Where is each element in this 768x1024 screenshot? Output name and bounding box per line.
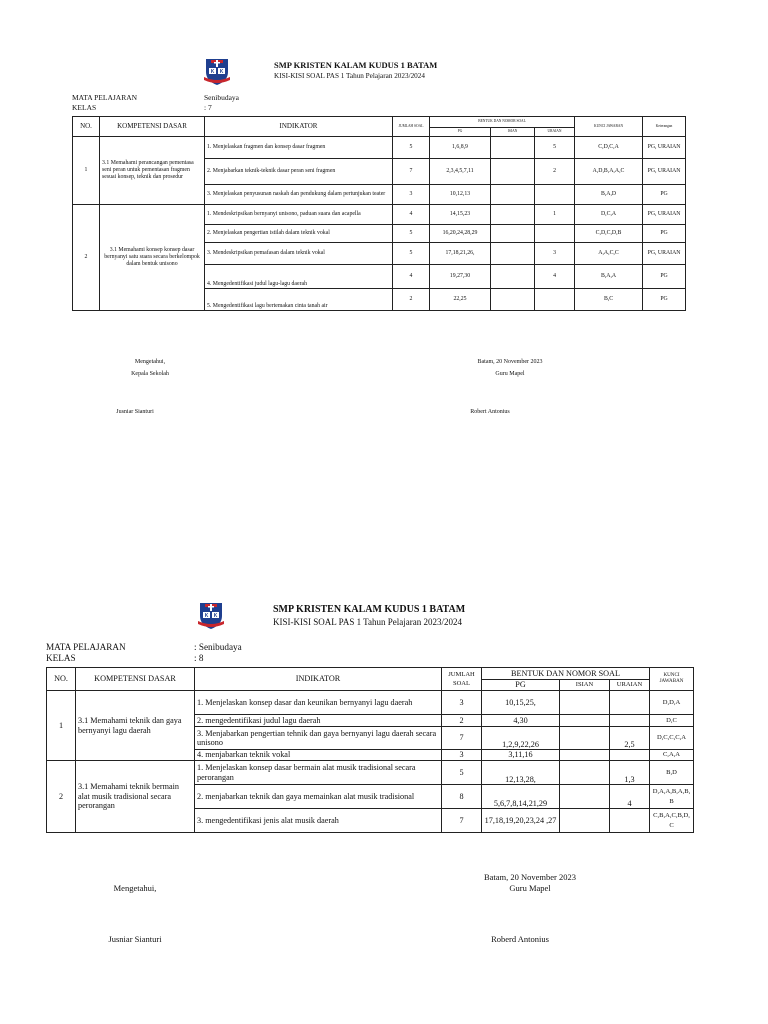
cell-uraian: 2 [535, 159, 575, 185]
cell-kunci: C,D,C,A [575, 137, 643, 159]
cell-jumlah: 2 [393, 289, 430, 311]
cell-kompetensi: 3.1 Memahami teknik bermain alat musik tradisional secara perorangan [76, 761, 195, 833]
header-no: NO. [47, 668, 76, 691]
cell-pg: 17,18,19,20,23,24 ,27 [482, 809, 560, 833]
cell-kunci: B,D [650, 761, 694, 785]
cell-indikator: 3. mengedentifikasi jenis alat musik daerah [195, 809, 442, 833]
cell-jumlah: 5 [393, 243, 430, 265]
cell-indikator: 4. Mengedentifikasi judul lagu-lagu daerah [205, 265, 393, 289]
meta-key: KELAS [46, 653, 76, 663]
meta-value: : 8 [194, 653, 204, 663]
signature-right-name: Robert Antonius [470, 409, 510, 415]
cell-isian [560, 715, 610, 727]
header-keterangan: Keterangan [643, 117, 686, 137]
cell-kunci: D,D,A [650, 691, 694, 715]
cell-uraian: 1 [535, 205, 575, 225]
cell-isian [491, 159, 535, 185]
header-kompetensi: KOMPETENSI DASAR [76, 668, 195, 691]
cell-jumlah: 2 [442, 715, 482, 727]
cell-pg: 17,18,21,26, [430, 243, 491, 265]
cell-jumlah: 8 [442, 785, 482, 809]
cell-keterangan: PG, URAIAN [643, 159, 686, 185]
header-kunci: KUNCI JAWABAN [575, 117, 643, 137]
header-jumlah-soal: JUMLAH SOAL [442, 668, 482, 691]
cell-kunci: D,C,C,C,A [650, 727, 694, 750]
header-bentuk-soal: BENTUK DAN NOMOR SOAL [430, 117, 575, 128]
cell-indikator: 4. menjabarkan teknik vokal [195, 750, 442, 761]
cell-indikator: 1. Menjelaskan konsep dasar bermain alat musik tradisional secara perorangan [195, 761, 442, 785]
signature-right [460, 356, 560, 380]
cell-uraian: 2,5 [610, 727, 650, 750]
cell-indikator: 2. menjabarkan teknik dan gaya memainkan alat musik tradisional [195, 785, 442, 809]
cell-pg: 1,2,9,22,26 [482, 727, 560, 750]
school-header [273, 604, 465, 627]
meta-row [46, 642, 242, 653]
cell-uraian: 4 [535, 265, 575, 289]
document-subtitle: KISI-KISI SOAL PAS 1 Tahun Pelajaran 2023/2024 [274, 72, 425, 80]
header-jumlah-soal: JUMLAH SOAL [393, 117, 430, 137]
cell-indikator: 5. Mengedentifikasi lagu bertemakan cinta tanah air [205, 289, 393, 311]
cell-kunci: C,D,C,D,B [575, 225, 643, 243]
cell-isian [560, 727, 610, 750]
cell-isian [560, 750, 610, 761]
cell-indikator: 2. mengedentifikasi judul lagu daerah [195, 715, 442, 727]
cell-kunci: D,C,A [575, 205, 643, 225]
cell-jumlah: 5 [442, 761, 482, 785]
meta-key: MATA PELAJARAN [72, 93, 138, 102]
school-logo-icon [202, 56, 232, 86]
svg-text:K: K [204, 613, 209, 619]
cell-kunci: B,C [575, 289, 643, 311]
cell-kunci: B,A,D [575, 185, 643, 205]
cell-indikator: 1. Mendeskripsikan bernyanyi unisono, paduan suara dan acapella [205, 205, 393, 225]
cell-keterangan: PG, URAIAN [643, 137, 686, 159]
cell-pg: 10,12,13 [430, 185, 491, 205]
cell-uraian: 5 [535, 137, 575, 159]
cell-indikator: 1. Menjelaskan konsep dasar dan keunikan bernyanyi lagu daerah [195, 691, 442, 715]
header-pg: PG [430, 128, 491, 137]
cell-kompetensi: 3.1 Memahami perancangan pementasa seni peran untuk pementasan fragmen sesuai konsep, teknik dan prosedur [100, 137, 205, 205]
header-kunci: KUNCI JAWABAN [650, 668, 694, 691]
meta-value: : Senibudaya [194, 642, 242, 652]
school-name: SMP KRISTEN KALAM KUDUS 1 BATAM [274, 60, 438, 70]
cell-no: 2 [47, 761, 76, 833]
signature-right-name: Roberd Antonius [491, 934, 549, 944]
cell-indikator: 1. Menjelaskan fragmen dan konsep dasar fragmen [205, 137, 393, 159]
cell-isian [560, 785, 610, 809]
kepala-sekolah-label: Kepala Sekolah [131, 371, 169, 377]
cell-no: 2 [73, 205, 100, 311]
cell-isian [491, 185, 535, 205]
cell-uraian: 1,3 [610, 761, 650, 785]
header-isian: ISIAN [560, 680, 610, 691]
cell-isian [491, 225, 535, 243]
svg-text:K: K [219, 69, 224, 75]
cell-isian [491, 137, 535, 159]
cell-jumlah: 7 [442, 809, 482, 833]
cell-kunci: D,A,A,B,A,B, B [650, 785, 694, 809]
cell-isian [491, 205, 535, 225]
cell-pg: 12,13,28, [482, 761, 560, 785]
cell-uraian: 3 [535, 243, 575, 265]
meta-key: MATA PELAJARAN [46, 642, 126, 652]
cell-keterangan: PG [643, 289, 686, 311]
kisi-kisi-table [46, 667, 694, 833]
school-name: SMP KRISTEN KALAM KUDUS 1 BATAM [273, 604, 466, 615]
cell-uraian [610, 691, 650, 715]
cell-kompetensi: 3.1 Memahami teknik dan gaya bernyanyi lagu daerah [76, 691, 195, 761]
signature-left-name: Jusniar Sianturi [116, 409, 154, 415]
cell-pg: 16,20,24,28,29 [430, 225, 491, 243]
cell-uraian [610, 715, 650, 727]
cell-isian [491, 265, 535, 289]
cell-kunci: D,C [650, 715, 694, 727]
svg-text:K: K [213, 613, 218, 619]
cell-keterangan: PG [643, 265, 686, 289]
meta-value: : 7 [204, 102, 212, 112]
signature-date: Batam, 20 November 2023 [483, 872, 577, 882]
cell-kunci: A,D,B,A,A,C [575, 159, 643, 185]
header-indikator: INDIKATOR [205, 117, 393, 137]
cell-indikator: 3. Menjelaskan penyusunan naskah dan pendukung dalam pertunjukan teater [205, 185, 393, 205]
meta-row [46, 653, 242, 664]
cell-pg: 14,15,23 [430, 205, 491, 225]
cell-uraian [610, 750, 650, 761]
cell-kunci: C,A,A [650, 750, 694, 761]
cell-jumlah: 7 [393, 159, 430, 185]
cell-jumlah: 3 [442, 750, 482, 761]
meta-info [46, 642, 242, 664]
cell-jumlah: 4 [393, 205, 430, 225]
document-subtitle: KISI-KISI SOAL PAS 1 Tahun Pelajaran 2023/2024 [273, 617, 463, 627]
signature-left [100, 356, 200, 380]
cell-isian [491, 243, 535, 265]
cell-indikator: 3. Menjabarkan pengertian tehnik dan gaya bernyanyi lagu daerah secara unisono [195, 727, 442, 750]
school-header [274, 60, 437, 80]
school-logo-icon [196, 600, 226, 630]
cell-pg: 1,6,8,9 [430, 137, 491, 159]
table-row [47, 691, 694, 715]
cell-pg: 10,15,25, [482, 691, 560, 715]
cell-uraian [535, 185, 575, 205]
header-no: NO. [73, 117, 100, 137]
cell-jumlah: 3 [393, 185, 430, 205]
cell-indikator: 3. Mendeskripsikan pemafasan dalam teknik vokal [205, 243, 393, 265]
cell-kompetensi: 3.1 Memahami konsep konsep dasar bernyanyi satu suara secara berkelompok dalam bentuk unisono [100, 205, 205, 311]
cell-pg: 2,3,4,5,7,11 [430, 159, 491, 185]
header-bentuk-soal: BENTUK DAN NOMOR SOAL [482, 668, 650, 680]
cell-keterangan: PG, URAIAN [643, 243, 686, 265]
cell-keterangan: PG, URAIAN [643, 205, 686, 225]
cell-pg: 19,27,30 [430, 265, 491, 289]
cell-jumlah: 4 [393, 265, 430, 289]
cell-uraian [610, 809, 650, 833]
guru-mapel-label: Guru Mapel [509, 883, 551, 893]
cell-isian [560, 691, 610, 715]
signature-left: Mengetahui, [113, 883, 157, 893]
cell-jumlah: 3 [442, 691, 482, 715]
cell-isian [560, 809, 610, 833]
cell-isian [560, 761, 610, 785]
cell-indikator: 2. Menjelaskan pengertian istilah dalam teknik vokal [205, 225, 393, 243]
cell-jumlah: 7 [442, 727, 482, 750]
cell-uraian [535, 289, 575, 311]
signature-date: Batam, 20 November 2023 [477, 359, 543, 365]
cell-isian [491, 289, 535, 311]
cell-no: 1 [73, 137, 100, 205]
meta-info [72, 93, 239, 112]
signature-right [470, 872, 590, 894]
mengetahui-label: Mengetahui, [134, 359, 166, 365]
cell-pg: 22,25 [430, 289, 491, 311]
table-row [73, 137, 686, 159]
cell-pg: 5,6,7,8,14,21,29 [482, 785, 560, 809]
cell-keterangan: PG [643, 185, 686, 205]
signature-left-name: Jusniar Sianturi [108, 934, 162, 944]
cell-uraian: 4 [610, 785, 650, 809]
cell-pg: 3,11,16 [482, 750, 560, 761]
meta-value: Senibudaya [204, 93, 239, 102]
cell-pg: 4,30 [482, 715, 560, 727]
cell-kunci: B,A,A [575, 265, 643, 289]
cell-jumlah: 5 [393, 225, 430, 243]
table-row [47, 761, 694, 785]
cell-uraian [535, 225, 575, 243]
header-uraian: URAIAN [535, 128, 575, 137]
table-row [73, 205, 686, 225]
cell-kunci: A,A,C,C [575, 243, 643, 265]
cell-kunci: C,B,A,C,B,D, C [650, 809, 694, 833]
header-isian: ISIAN [491, 128, 535, 137]
cell-indikator: 2. Menjabarkan teknik-teknik dasar peran seni fragmen [205, 159, 393, 185]
header-pg: PG [482, 680, 560, 691]
cell-no: 1 [47, 691, 76, 761]
header-kompetensi: KOMPETENSI DASAR [100, 117, 205, 137]
meta-row [72, 93, 239, 103]
meta-key: KELAS [72, 102, 97, 112]
guru-mapel-label: Guru Mapel [495, 371, 525, 377]
meta-row [72, 103, 239, 113]
svg-text:K: K [210, 69, 215, 75]
cell-jumlah: 5 [393, 137, 430, 159]
kisi-kisi-table [72, 116, 686, 311]
header-indikator: INDIKATOR [195, 668, 442, 691]
cell-keterangan: PG [643, 225, 686, 243]
header-uraian: URAIAN [610, 680, 650, 691]
